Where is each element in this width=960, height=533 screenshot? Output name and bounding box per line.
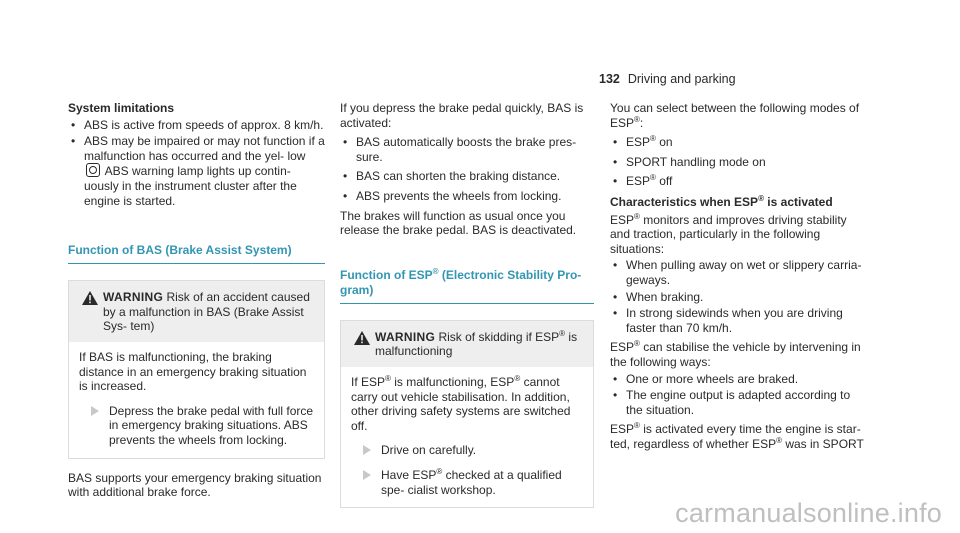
warning-header xyxy=(69,281,324,342)
esp-modes-intro xyxy=(610,101,868,130)
warning-step xyxy=(351,443,583,458)
step-arrow-icon xyxy=(363,470,371,480)
list-item xyxy=(610,135,868,150)
step-text: Depress the brake pedal with full force in emergency braking situations. ABS prevents the wheels from locking. xyxy=(109,403,314,447)
body-text: monitors and improves driving stability and traction, particularly in the following situations: xyxy=(610,212,847,256)
esp-stabilise-text xyxy=(610,340,868,369)
list-item-text: low xyxy=(287,148,306,163)
warning-body-text: If BAS is malfunctioning, the braking distance in an emergency braking situation is increased. xyxy=(79,349,307,394)
bas-intro: If you depress the brake pedal quickly, BAS is activated: xyxy=(340,101,584,130)
body-text: ESP xyxy=(610,422,635,437)
bas-section-title: Function of BAS (Brake Assist System) xyxy=(68,243,325,264)
esp-section-title xyxy=(340,268,594,304)
mode-text: ESP xyxy=(626,174,651,189)
body-text: If ESP xyxy=(351,374,386,389)
registered-mark: ® xyxy=(758,193,764,203)
body-text: ESP xyxy=(610,340,635,355)
title-text: (Electronic Stability Pro- gram) xyxy=(340,267,582,297)
warning-body xyxy=(341,367,593,507)
warning-triangle-icon xyxy=(82,291,98,305)
body-text: was in SPORT xyxy=(782,436,864,451)
mode-text: ESP xyxy=(626,135,651,150)
heading-text: Characteristics when ESP xyxy=(610,194,759,209)
step-arrow-icon xyxy=(91,406,99,416)
list-item: • The engine output is adapted according to the situation. xyxy=(610,388,868,417)
list-item: • ABS is active from speeds of approx. 8 km/h. xyxy=(68,118,325,133)
list-item: • One or more wheels are braked. xyxy=(610,372,868,387)
esp-warning-box xyxy=(340,320,594,508)
step-arrow-icon xyxy=(363,445,371,455)
step-text: checked at a qualified spe- cialist workshop. xyxy=(381,467,562,497)
bas-summary: BAS supports your emergency braking situation with additional brake force. xyxy=(68,470,322,500)
warning-body xyxy=(69,342,324,458)
registered-mark: ® xyxy=(385,373,391,383)
bas-warning-box xyxy=(68,280,325,458)
warning-body-text xyxy=(351,375,583,433)
bas-outro: The brakes will function as usual once you release the brake pedal. BAS is deactivated. xyxy=(340,208,577,238)
characteristics-heading xyxy=(610,195,868,210)
warning-head-text: Risk of an accident caused by a malfunction in BAS (Brake Assist Sys- tem) xyxy=(103,290,310,334)
list-item: • In strong sidewinds when you are driving faster than 70 km/h. xyxy=(610,306,868,335)
esp-monitor-text xyxy=(610,213,868,257)
list-item: • When braking. xyxy=(610,290,868,305)
intro-text: : xyxy=(639,115,644,130)
registered-mark: ® xyxy=(776,435,782,445)
section-name: Driving and parking xyxy=(627,72,736,86)
page-number: 132 xyxy=(599,72,620,86)
registered-mark: ® xyxy=(432,266,439,276)
esp-modes-list xyxy=(610,135,868,189)
title-text: Function of ESP xyxy=(340,267,433,282)
intro-text: You can select between the following modes of ESP xyxy=(610,101,860,130)
warning-triangle-icon xyxy=(354,331,370,345)
list-item-text: ABS may be impaired or may not function if a malfunction has occurred and the yel- xyxy=(84,134,325,163)
warning-step xyxy=(79,404,314,448)
body-text: is activated every time the engine is star- ted, regardless of whether ESP xyxy=(610,422,861,451)
list-item: • When pulling away on wet or slippery carria- geways. xyxy=(610,258,868,287)
registered-mark: ® xyxy=(634,114,640,124)
registered-mark: ® xyxy=(634,339,640,349)
bas-list xyxy=(340,135,594,203)
warning-head-text: Risk of skidding if ESP xyxy=(438,329,560,344)
mode-text: off xyxy=(655,174,673,189)
heading-text: is activated xyxy=(763,194,833,209)
list-item-text: ABS warning lamp lights up contin- uously in the instrument cluster after the engine is started. xyxy=(84,164,297,208)
ways-list xyxy=(610,372,868,418)
body-text: can stabilise the vehicle by intervening in the following ways: xyxy=(610,340,861,369)
body-text: cannot carry out vehicle stabilisation. In addition, other driving safety systems are switched off. xyxy=(351,374,571,433)
warning-head-text: is malfunctioning xyxy=(375,329,578,359)
column-1 xyxy=(68,101,325,500)
registered-mark: ® xyxy=(436,466,443,476)
warning-header xyxy=(341,321,593,367)
abs-warning-lamp-icon xyxy=(86,163,100,177)
warning-label: WARNING xyxy=(375,329,436,344)
watermark: carmanualsonline.info xyxy=(675,498,942,529)
list-item: • BAS can shorten the braking distance. xyxy=(340,169,594,184)
warning-label: WARNING xyxy=(103,290,164,305)
mode-text: on xyxy=(655,135,673,150)
body-text: is malfunctioning, ESP xyxy=(390,374,515,389)
column-3 xyxy=(610,101,868,451)
page-header xyxy=(599,72,736,87)
registered-mark: ® xyxy=(634,421,640,431)
warning-step xyxy=(351,468,583,497)
list-item: • BAS automatically boosts the brake pres- sure. xyxy=(340,135,594,164)
list-item xyxy=(68,134,325,208)
step-text: Have ESP xyxy=(381,467,437,482)
list-item xyxy=(610,174,868,189)
body-text: ESP xyxy=(610,212,635,227)
situations-list xyxy=(610,258,868,335)
step-text: Drive on carefully. xyxy=(381,443,477,458)
registered-mark: ® xyxy=(650,173,656,183)
list-item: • ABS prevents the wheels from locking. xyxy=(340,189,594,204)
registered-mark: ® xyxy=(650,134,656,144)
system-limitations-heading: System limitations xyxy=(68,101,175,115)
column-2 xyxy=(340,101,594,508)
list-item: • SPORT handling mode on xyxy=(610,155,868,170)
limitations-list xyxy=(68,118,325,209)
registered-mark: ® xyxy=(559,328,566,338)
registered-mark: ® xyxy=(514,373,521,383)
esp-activation-text xyxy=(610,422,868,451)
registered-mark: ® xyxy=(634,211,640,221)
